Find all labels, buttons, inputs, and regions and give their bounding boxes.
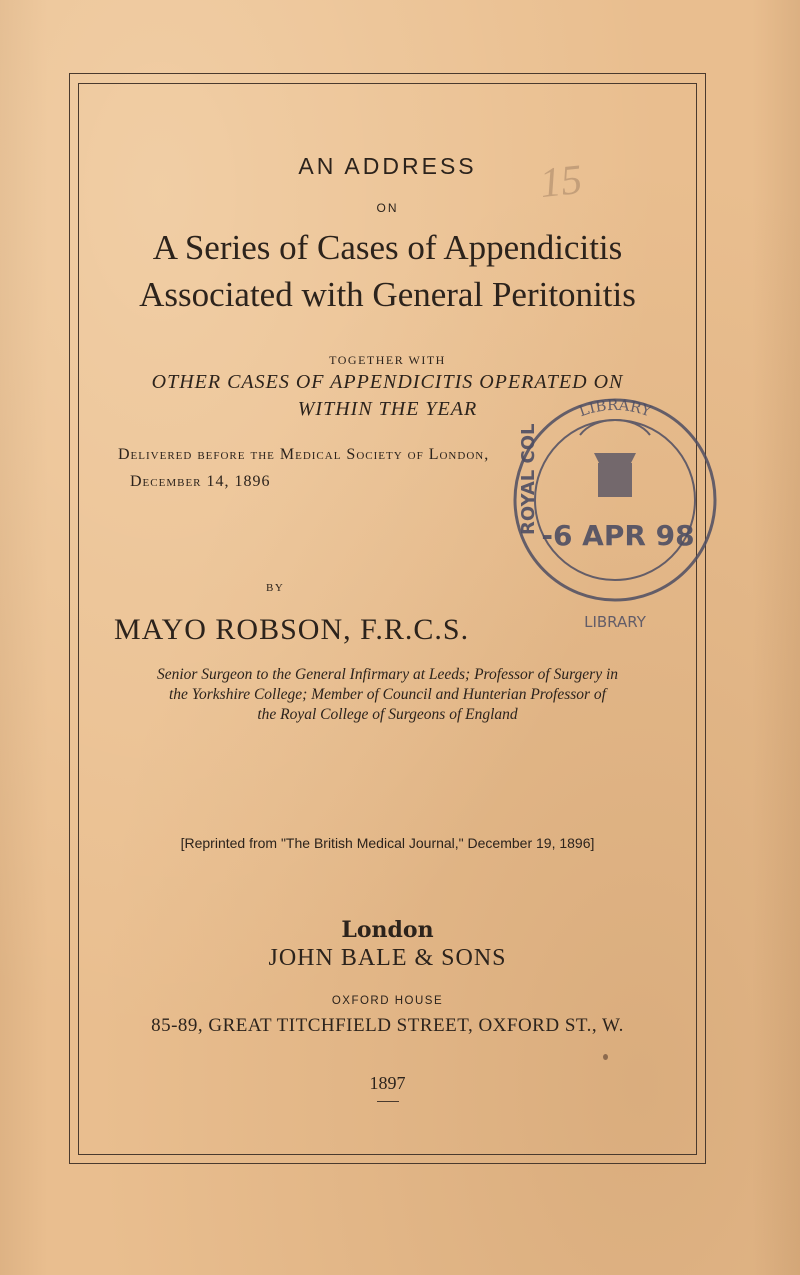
crest-icon [594, 453, 636, 497]
title-line-1: A Series of Cases of Appendicitis [152, 228, 623, 267]
publisher-house: OXFORD HOUSE [331, 995, 444, 1007]
pencil-annotation: 15 [537, 156, 585, 208]
publisher-address: 85-89, GREAT TITCHFIELD STREET, OXFORD ST., W. [151, 1015, 624, 1036]
by-label: BY [266, 582, 285, 594]
publisher-name: JOHN BALE & SONS [268, 945, 507, 971]
city-blackletter: London [341, 917, 434, 943]
subtitle-line-2: WITHIN THE YEAR [297, 398, 478, 420]
together-with: TOGETHER WITH [329, 353, 446, 367]
author-credentials-3: the Royal College of Surgeons of England [257, 706, 518, 723]
author-credentials-2: the Yorkshire College; Member of Council and Hunterian Professor of [169, 686, 606, 703]
stamp-ring-text: LIBRARY [576, 395, 654, 421]
stamp-date: -6 APR 98 [541, 519, 695, 552]
library-stamp [500, 345, 730, 665]
subtitle-line-1: OTHER CASES OF APPENDICITIS OPERATED ON [151, 371, 624, 393]
ink-speck [603, 1054, 608, 1060]
publication-year: 1897 [369, 1073, 406, 1093]
delivered-line-1: Delivered before the Medical Society of London, [118, 446, 490, 463]
delivered-date: December 14, 1896 [130, 473, 271, 490]
on-label: ON [376, 201, 399, 215]
stamp-left-text: ROYAL COL [518, 423, 539, 535]
stamp-bottom-text: LIBRARY [584, 613, 646, 631]
author-credentials-1: Senior Surgeon to the General Infirmary at Leeds; Professor of Surgery in [156, 666, 619, 683]
title-line-2: Associated with General Peritonitis [139, 275, 636, 314]
author-name: MAYO ROBSON, F.R.C.S. [114, 613, 470, 646]
reprint-note: [Reprinted from "The British Medical Journal," December 19, 1896] [180, 835, 595, 851]
heading: AN ADDRESS [298, 153, 477, 179]
year-rule [377, 1101, 399, 1102]
